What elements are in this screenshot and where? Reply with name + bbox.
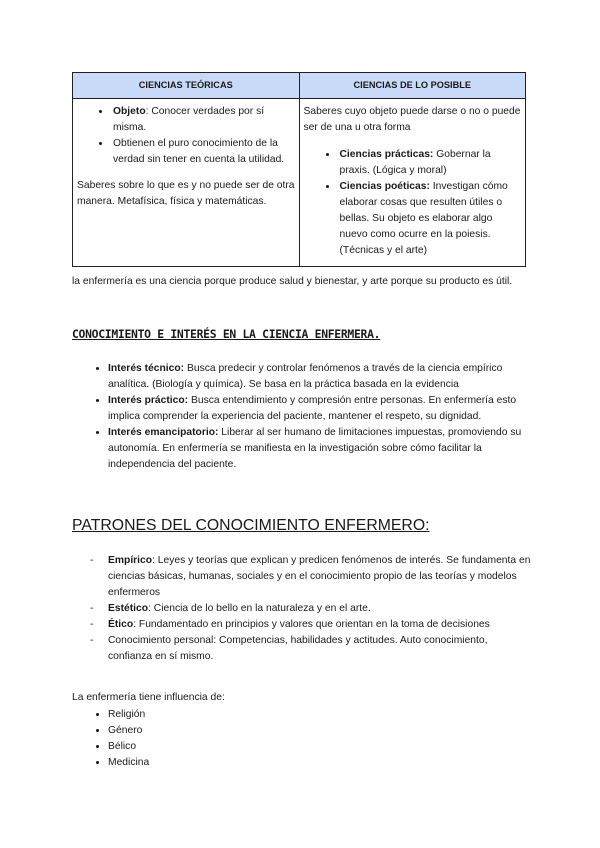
item-text: : Fundamentado en principios y valores que orientan en la toma de decisiones xyxy=(133,618,490,630)
posible-list xyxy=(304,147,523,259)
header-ciencias-posible: CIENCIAS DE LO POSIBLE xyxy=(299,73,526,99)
list-item: • Medicina xyxy=(108,755,149,771)
item-text: Busca predecir y controlar fenómenos a través de la ciencia empírico analítica. (Biología y química). Se basa en la práctica basada en la evidencia xyxy=(108,363,503,390)
patrones-list xyxy=(72,553,532,665)
header-ciencias-teoricas: CIENCIAS TEÓRICAS xyxy=(73,73,300,99)
item-label: Ciencias prácticas: xyxy=(339,148,434,160)
list-item xyxy=(108,553,532,601)
item-label: Ciencias poéticas: xyxy=(339,180,430,192)
item-label: Empírico xyxy=(108,555,153,566)
intro-paragraph: la enfermería es una ciencia porque produce salud y bienestar, y arte porque su producto es útil. xyxy=(72,276,513,287)
list-item xyxy=(108,361,532,393)
item-text: : Ciencia de lo bello en la naturaleza y en el arte. xyxy=(148,602,371,614)
item-label: Objeto xyxy=(113,106,146,117)
list-item xyxy=(108,393,532,425)
influencia-intro: La enfermería tiene influencia de: xyxy=(72,692,225,703)
item-label: Estético xyxy=(108,602,149,614)
item-text: Obtienen el puro conocimiento de la verdad sin tener en cuenta la utilidad. xyxy=(113,137,285,165)
item-text: Busca entendimiento y compresión entre personas. En enfermería esto implica comprender la experiencia del paciente, mantener el respeto, su dignidad. xyxy=(108,394,517,422)
ciencias-table-wrap xyxy=(72,72,526,267)
cell-ciencias-posible xyxy=(299,99,526,267)
influencia-list xyxy=(72,707,149,771)
item-text: Gobernar la praxis. (Lógica y moral) xyxy=(339,148,491,176)
item-text: Liberar al ser humano de limitaciones impuestas, promoviendo su autonomía. En enfermería se manifiesta en la investigación sobre cómo facilitar la independencia del paciente. xyxy=(108,426,522,470)
list-item xyxy=(338,179,523,259)
item-label: Interés práctico: xyxy=(108,394,189,406)
list-item xyxy=(338,147,523,179)
list-item xyxy=(108,633,532,665)
list-item: • Religión xyxy=(108,707,149,723)
item-text: Investigan cómo elaborar cosas que resulten útiles o bellas. Su objeto es elaborar algo nuevo como ocurre en la poiesis. (Técnicas y el arte) xyxy=(339,180,508,256)
item-label: Interés técnico: xyxy=(108,363,185,374)
list-item xyxy=(111,104,296,136)
item-text: : Conocer verdades por sí misma. xyxy=(113,106,265,133)
teoricas-list xyxy=(77,104,296,168)
heading-patrones: PATRONES DEL CONOCIMIENTO ENFERMERO: xyxy=(72,517,430,534)
list-item xyxy=(108,617,532,633)
heading-conocimiento-interes: CONOCIMIENTO E INTERÉS EN LA CIENCIA ENFERMERA. xyxy=(72,327,381,341)
item-text: : Leyes y teorías que explican y predicen fenómenos de interés. Se fundamenta en ciencias básicas, humanas, sociales y en el conocimiento propio de las teorías y modelos enfermeros xyxy=(108,555,531,598)
item-label: Ético xyxy=(108,618,134,630)
list-item xyxy=(111,136,296,168)
list-item: • Género xyxy=(108,723,149,739)
posible-paragraph: Saberes cuyo objeto puede darse o no o puede ser de una u otra forma xyxy=(303,106,521,133)
item-text: Conocimiento personal: Competencias, habilidades y actitudes. Auto conocimiento, confianza en sí mismo. xyxy=(108,634,488,662)
item-label: Interés emancipatorio: xyxy=(108,426,219,438)
list-item: • Bélico xyxy=(108,739,149,755)
list-item xyxy=(108,601,532,617)
teoricas-paragraph: Saberes sobre lo que es y no puede ser de otra manera. Metafísica, física y matemáticas. xyxy=(77,179,295,207)
cell-ciencias-teoricas xyxy=(73,99,300,267)
list-item xyxy=(108,425,532,473)
ciencias-table xyxy=(72,72,526,267)
intereses-list xyxy=(72,361,532,473)
